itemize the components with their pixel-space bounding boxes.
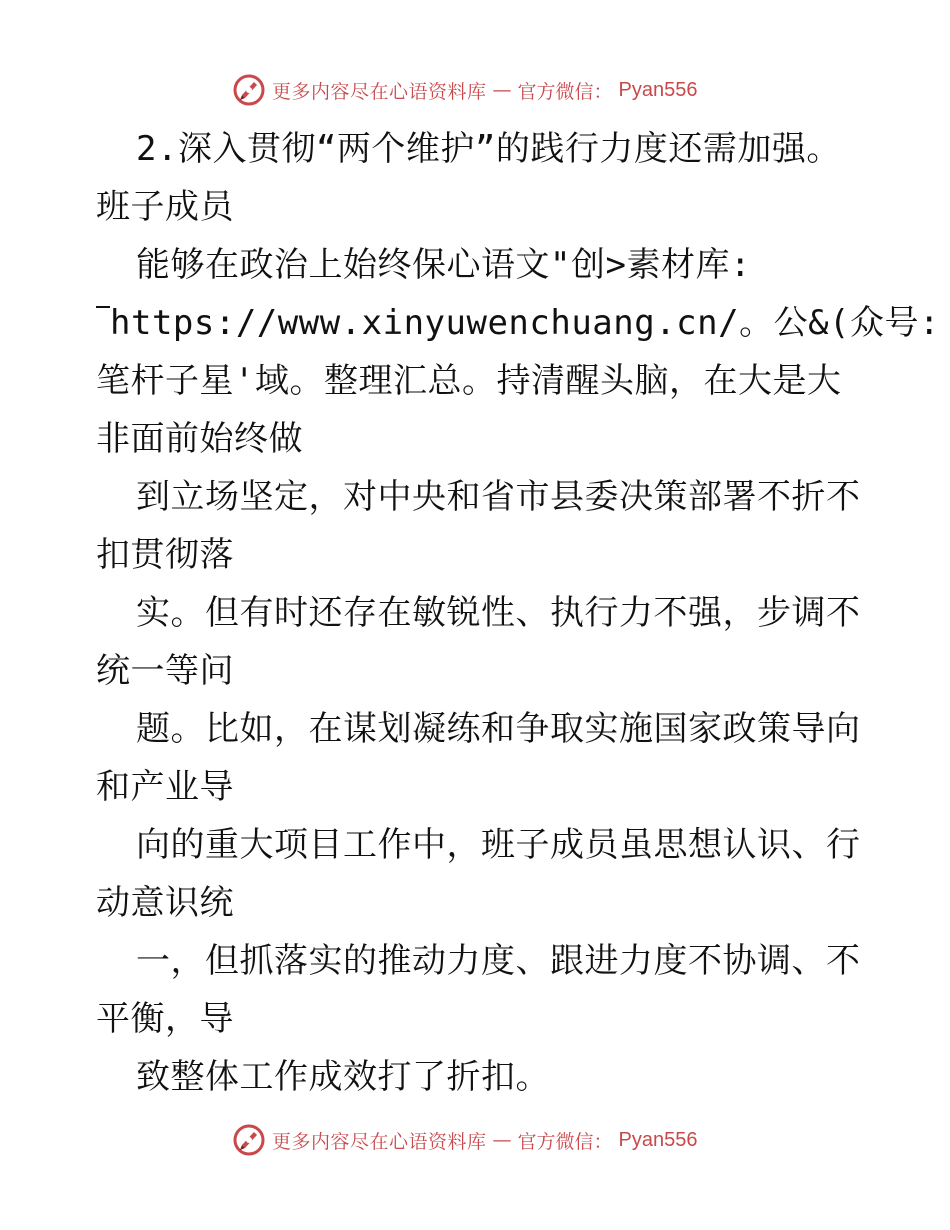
paragraph-line: 致整体工作成效打了折扣。 [136,1057,550,1097]
brand-logo-icon [232,1123,266,1157]
document-body [96,120,941,1106]
paragraph-line: 能够在政治上始终保心语文"创>素材库: [136,245,751,285]
paragraph-line: 平衡，导 [96,999,234,1039]
paragraph-line: 和产业导 [96,767,234,807]
paragraph-line: 一，但抓落实的推动力度、跟进力度不协调、不 [136,941,861,981]
paragraph-line: 扣贯彻落 [96,535,234,575]
paragraph-line: 题。比如，在谋划凝练和争取实施国家政策导向 [136,709,861,749]
watermark-wechat-id: Pyan556 [618,1128,698,1151]
watermark-text: 更多内容尽在心语资料库 [272,1130,487,1153]
paragraph-line [96,294,941,352]
header-watermark [232,70,698,110]
brand-logo-icon [232,73,266,107]
paragraph-line: 非面前始终做 [96,419,303,459]
watermark-dash: — [492,79,512,101]
paragraph-line: 向的重大项目工作中，班子成员虽思想认识、行 [136,825,861,865]
url-text: https://www.xinyuwenchuang.cn/。公&(众号: [110,303,941,343]
watermark-wechat-id: Pyan556 [618,78,698,101]
paragraph-line: 到立场坚定，对中央和省市县委决策部署不折不 [136,477,861,517]
paragraph-line: 实。但有时还存在敏锐性、执行力不强，步调不 [136,593,861,633]
paragraph-line: 动意识统 [96,883,234,923]
paragraph-line: 笔杆子星'域。整理汇总。持清醒头脑，在大是大 [96,361,842,401]
watermark-dash: — [492,1129,512,1151]
watermark-label: 官方微信： [517,1130,613,1153]
footer-watermark [232,1120,698,1160]
paragraph-line: 班子成员 [96,187,234,227]
overline-mark [96,306,110,308]
paragraph-line: 2.深入贯彻“两个维护”的践行力度还需加强。 [136,129,841,169]
paragraph-line: 统一等问 [96,651,234,691]
watermark-label: 官方微信： [517,80,613,103]
watermark-text: 更多内容尽在心语资料库 [272,80,487,103]
